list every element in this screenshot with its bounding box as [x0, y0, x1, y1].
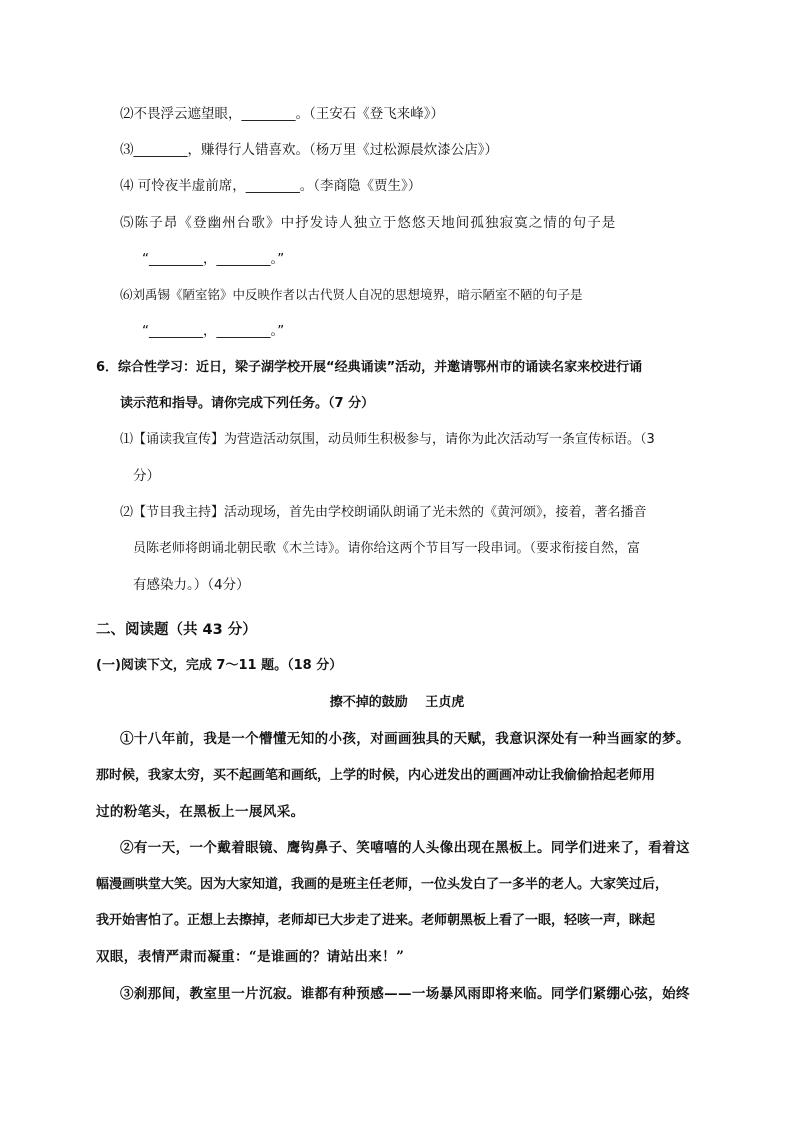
story-paragraph-3-line1: ③刹那间，教室里一片沉寂。谁都有种预感——一场暴风雨即将来临。同学们紧绷心弦，始终 — [120, 986, 690, 1002]
question-6-task1-line2: 分） — [133, 468, 160, 484]
question-5-5-line1: ⑸陈子昂《登幽州台歌》中抒发诗人独立于悠悠天地间孤独寂寞之情的句子是 — [120, 215, 617, 231]
question-5-6-line1: ⑹刘禹锡《陋室铭》中反映作者以古代贤人自况的思想境界，暗示陋室不陋的句子是 — [120, 287, 583, 302]
reading-part1-heading: (一)阅读下文，完成 7～11 题。（18 分） — [96, 658, 343, 673]
story-paragraph-1-line3: 过的粉笔头，在黑板上一展风采。 — [96, 804, 305, 820]
question-5-6-line2: “________，________。” — [142, 323, 285, 339]
question-6-task1-line1: ⑴【诵读我宣传】为营造活动氛围，动员师生积极参与，请你为此次活动写一条宣传标语。（3 — [120, 432, 655, 447]
question-6-task2-line2: 员陈老师将朗诵北朝民歌《木兰诗》。请你给这两个节目写一段串词。（要求衔接自然，富 — [133, 541, 641, 556]
question-6-task2-line1: ⑵【节目我主持】活动现场，首先由学校朗诵队朗诵了光未然的《黄河颂》，接着，著名播音 — [120, 505, 647, 520]
question-6-task2-line3: 有感染力。）（4分） — [133, 577, 250, 593]
story-paragraph-2-line2: 幅漫画哄堂大笑。因为大家知道，我画的是班主任老师，一位头发白了一多半的老人。大家笑过后， — [96, 877, 669, 892]
question-6-head-line2: 读示范和指导。请你完成下列任务。（7 分） — [120, 396, 375, 411]
question-5-2: ⑵不畏浮云遮望眼，________。（王安石《登飞来峰》） — [120, 106, 444, 122]
story-paragraph-2-line1: ②有一天，一个戴着眼镜、鹰钩鼻子、笑嘻嘻的人头像出现在黑板上。同学们进来了，看着这 — [120, 840, 690, 856]
section-2-title: 二、阅读题（共 43 分） — [96, 622, 257, 638]
question-5-3: ⑶________，赚得行人错喜欢。（杨万里《过松源晨炊漆公店》） — [120, 142, 498, 158]
story-paragraph-1-line1: ①十八年前，我是一个懵懂无知的小孩，对画画独具的天赋，我意识深处有一种当画家的梦。 — [120, 731, 690, 747]
question-5-5-line2: “________，________。” — [142, 251, 285, 267]
story-paragraph-2-line3: 我开始害怕了。正想上去擦掉，老师却已大步走了进来。老师朝黑板上看了一眼，轻咳一声，眯起 — [96, 913, 656, 928]
story-paragraph-2-line4: 双眼，表情严肃而凝重：“是谁画的？请站出来！” — [96, 949, 405, 965]
story-paragraph-1-line2: 那时候，我家太穷，买不起画笔和画纸，上学的时候，内心迸发出的画画冲动让我偷偷拾起老师用 — [96, 768, 656, 783]
question-5-4: ⑷ 可怜夜半虚前席，________。（李商隐《贾生》） — [120, 178, 422, 194]
article-title: 擦不掉的鼓励 王贞虎 — [329, 695, 465, 710]
question-6-head-line1: 6．综合性学习：近日，梁子湖学校开展“经典诵读”活动，并邀请鄂州市的诵读名家来校进行诵 — [96, 360, 643, 375]
